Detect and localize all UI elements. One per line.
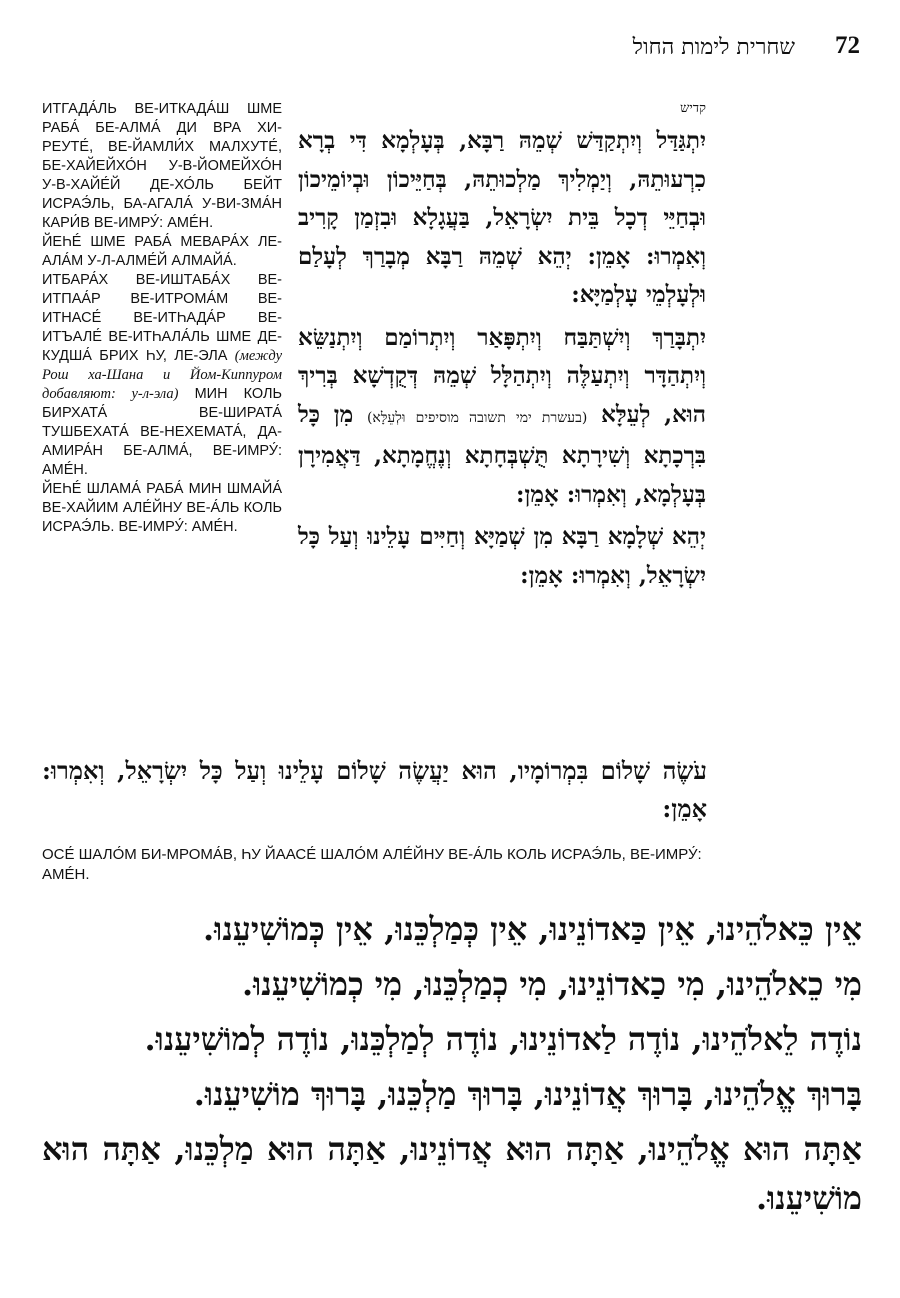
page-number: 72 xyxy=(835,32,860,59)
kaddish-transliteration-column xyxy=(42,100,282,537)
translit-paragraph-3b: МИН КОЛЬ БИРХАТА́ ВЕ-ШИРАТА́ ТУШБЕХАТА́ ВЕ-НЕХЕМАТА́, ДА-АМИРА́Н БЕ-АЛМА́, ВЕ-ИМРУ́: АМÉН. xyxy=(42,386,283,478)
section-label-kaddish: קדיש xyxy=(680,101,706,116)
oseh-shalom-transliteration: ОСЕ́ ШАЛО́М БИ-МРОМА́В, ҺУ ЙААСЕ́ ШАЛО́М АЛЕ́ЙНУ ВЕ-А́ЛЬ КОЛЬ ИСРАЭ́ЛЬ, ВЕ-ИМРУ́: АМÉН. xyxy=(42,846,702,883)
kaddish-paragraph-2-text: יִתְבָּרַךְ וְיִשְׁתַּבַּח וְיִתְפָּאַר וְיִתְרוֹמַם וְיִתְנַשֵּׂא וְיִתְהַדָּר וְיִתְעַלֶּה וְיִתְהַלָּל שְׁמֵהּ דְּקֻדְשָׁא בְּרִיךְ הוּא, לְעֵלָּא xyxy=(298,323,706,428)
translit-paragraph-2: ЙЕҺÉ ШМЕ РАБА́ МЕВАРА́Х ЛЕ-АЛА́М У-Л-АЛМЕ́Й АЛМАЙА́. xyxy=(42,234,282,269)
page-header xyxy=(40,32,860,72)
kaddish-hebrew-column xyxy=(298,100,706,599)
kaddish-paragraph-3: יְהֵא שְׁלָמָא רַבָּא מִן שְׁמַיָּא וְחַיִּים עָלֵינוּ וְעַל כָּל יִשְׂרָאֵל, וְאִמְרוּ: אָמֵן: xyxy=(298,523,706,589)
oseh-shalom-hebrew: עֹשֶׂה שָׁלוֹם בִּמְרוֹמָיו, הוּא יַעֲשֶׂה שָׁלוֹם עָלֵינוּ וְעַל כָּל יִשְׂרָאֵל, וְאִמְרוּ: אָמֵן: xyxy=(42,756,707,823)
ein-keloheinu-line-2: מִי כֵאלֹהֵינוּ, מִי כַאדוֹנֵינוּ, מִי כְמַלְכֵּנוּ, מִי כְמוֹשִׁיעֵנוּ. xyxy=(241,965,862,1003)
translit-note: (между Рош ха-Шана и Йом-Киппуром добавляют: у-л-эла) xyxy=(42,348,283,402)
ein-keloheinu-line-3: נוֹדֶה לֵאלֹהֵינוּ, נוֹדֶה לַאדוֹנֵינוּ, נוֹדֶה לְמַלְכֵּנוּ, נוֹדֶה לְמוֹשִׁיעֵנוּ. xyxy=(144,1020,862,1058)
kaddish-paragraph-2-continuation: מִן כָּל בִּרְכָתָא וְשִׁירָתָא תֻּשְׁבְּחָתָא וְנֶחֱמָתָא, דַּאֲמִירָן בְּעָלְמָא, וְאִמְרוּ: אָמֵן: xyxy=(298,400,706,508)
ein-keloheinu-line-4: בָּרוּךְ אֱלֹהֵינוּ, בָּרוּךְ אֲדוֹנֵינוּ, בָּרוּךְ מַלְכֵּנוּ, בָּרוּךְ מוֹשִׁיעֵנוּ. xyxy=(193,1075,862,1113)
translit-paragraph-1: ИТГАДА́ЛЬ ВЕ-ИТКАДА́Ш ШМЕ РАБА́ БЕ-АЛМА́ ДИ ВРА ХИ-РЕУТЕ́, ВЕ-ЙАМЛИ́Х МАЛХУТЕ́, БЕ-ХАЙЕЙХО́Н У-В-ЙОМЕЙХО́Н У-В-ХАЙЕ́Й ДЕ-ХО́ЛЬ БЕЙТ ИСРАЭ́ЛЬ, БА-АГАЛА́ У-ВИ-ЗМА́Н КАРИ́В ВЕ-ИМРУ́: АМÉН. xyxy=(42,101,282,231)
running-title: שחרית לימות החול xyxy=(632,35,795,60)
ein-keloheinu-line-1: אֵין כֵּאלֹהֵינוּ, אֵין כַּאדוֹנֵינוּ, אֵין כְּמַלְכֵּנוּ, אֵין כְּמוֹשִׁיעֵנוּ. xyxy=(203,910,862,948)
translit-paragraph-3a: ИТБАРА́Х ВЕ-ИШТАБА́Х ВЕ-ИТПАА́Р ВЕ-ИТРОМА́М ВЕ-ИТНАСЕ́ ВЕ-ИТҺАДА́Р ВЕ-ИТЪАЛЕ́ ВЕ-ИТҺАЛА́ЛЬ ШМЕ ДЕ-КУДША́ БРИХ ҺУ, ЛЕ-ЭЛА xyxy=(42,272,282,364)
kaddish-paragraph-2 xyxy=(298,319,706,515)
ein-keloheinu-block xyxy=(42,905,862,1229)
kaddish-inline-note: (בעשרת ימי תשובה מוסיפים וּלְעֵלָּא) xyxy=(366,409,588,426)
translit-paragraph-3 xyxy=(42,271,282,480)
kaddish-paragraph-1: יִתְגַּדַּל וְיִתְקַדַּשׁ שְׁמֵהּ רַבָּא, בְּעָלְמָא דִּי בְרָא כִרְעוּתֵהּ, וְיַמְלִיךְ מַלְכוּתֵהּ, בְּחַיֵּיכוֹן וּבְיוֹמֵיכוֹן וּבְחַיֵּי דְכָל בֵּית יִשְׂרָאֵל, בַּעֲגָלָא וּבִזְמַן קָרִיב וְאִמְרוּ: אָמֵן: יְהֵא שְׁמֵהּ רַבָּא מְבָרַךְ לְעָלַם וּלְעָלְמֵי עָלְמַיָּא: xyxy=(298,127,706,308)
ein-keloheinu-line-5: אַתָּה הוּא אֱלֹהֵינוּ, אַתָּה הוּא אֲדוֹנֵינוּ, אַתָּה הוּא מַלְכֵּנוּ, אַתָּה הוּא מוֹשִׁיעֵנוּ. xyxy=(42,1130,862,1217)
translit-paragraph-4: ЙЕҺÉ ШЛАМА́ РАБА́ МИН ШМАЙА́ ВЕ-ХАЙИМ АЛЕ́ЙНУ ВЕ-А́ЛЬ КОЛЬ ИСРАЭ́ЛЬ. ВЕ-ИМРУ́: АМÉН. xyxy=(42,481,282,535)
